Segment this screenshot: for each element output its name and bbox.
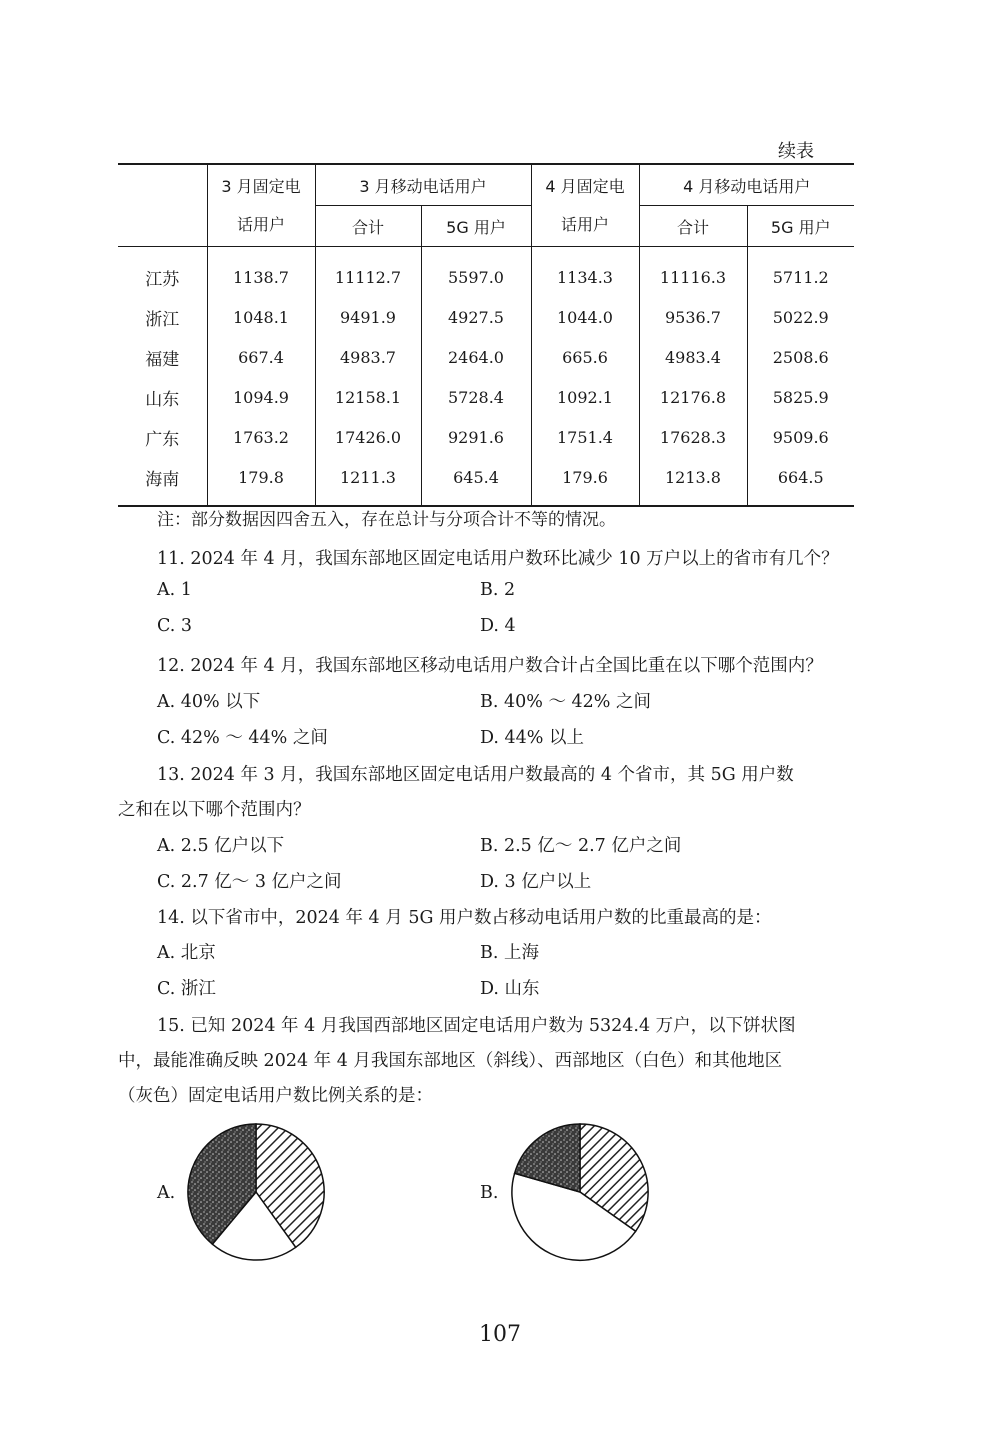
q14-option-d: D. 山东 [480,979,540,999]
page-number: 107 [479,1322,521,1347]
province-cell: 浙江 [145,309,180,330]
apr-fixed-cell: 179.6 [531,457,639,506]
apr-total-cell: 12176.8 [639,377,747,417]
mar-5g-cell: 2464.0 [421,337,531,377]
mar-fixed-cell: 1138.7 [207,247,315,298]
apr-fixed-cell: 1044.0 [531,297,639,337]
q14-option-c: C. 浙江 [157,979,216,999]
mar-total-cell: 12158.1 [315,377,421,417]
mar-5g-cell: 645.4 [421,457,531,506]
mar-total-cell: 1211.3 [315,457,421,506]
q11-option-c: C. 3 [157,616,193,636]
mar-fixed-cell: 1763.2 [207,417,315,457]
mar-total-cell: 17426.0 [315,417,421,457]
mar-fixed-header [207,164,315,247]
mar-fixed-cell: 1094.9 [207,377,315,417]
mar-total-header: 合计 [315,206,421,247]
question-11-text: 11. 2024 年 4 月，我国东部地区固定电话用户数环比减少 10 万户以上的省市有几个？ [157,549,839,569]
question-15-text-line2: 中，最能准确反映 2024 年 4 月我国东部地区（斜线）、西部地区（白色）和其他地区 [118,1051,783,1071]
q12-option-d: D. 44% 以上 [480,728,584,748]
q13-option-a: A. 2.5 亿户以下 [157,836,285,856]
apr-fixed-header [531,164,639,247]
q13-option-c: C. 2.7 亿～ 3 亿户之间 [157,872,342,892]
apr-total-cell: 11116.3 [639,247,747,298]
pie-chart-option-b [509,1121,651,1263]
q12-option-b: B. 40% ～ 42% 之间 [480,692,651,712]
apr-5g-cell: 5022.9 [747,297,854,337]
apr-fixed-cell: 1751.4 [531,417,639,457]
apr-5g-cell: 2508.6 [747,337,854,377]
province-cell: 海南 [118,457,207,506]
q14-option-a: A. 北京 [157,943,216,963]
mar-5g-cell: 5597.0 [421,247,531,298]
mar-5g-cell: 5728.4 [421,377,531,417]
q11-option-d: D. 4 [480,616,516,636]
apr-total-cell: 17628.3 [639,417,747,457]
q13-option-b: B. 2.5 亿～ 2.7 亿户之间 [480,836,682,856]
telecom-users-table [118,163,854,507]
apr-5g-header: 5G 用户 [747,206,854,247]
q14-option-b: B. 上海 [480,943,539,963]
mar-fixed-header-line2: 话用户 [236,214,285,234]
apr-total-cell: 4983.4 [639,337,747,377]
table-row [118,337,854,377]
mar-fixed-cell: 1048.1 [207,297,315,337]
province-header [118,164,207,247]
table-row [118,377,854,417]
mar-total-cell: 9491.9 [315,297,421,337]
mar-mobile-header: 3 月移动电话用户 [315,164,531,206]
q11-option-a: A. 1 [157,580,192,600]
mar-5g-header: 5G 用户 [421,206,531,247]
mar-fixed-cell: 179.8 [207,457,315,506]
apr-5g-cell: 664.5 [747,457,854,506]
apr-fixed-header-line1: 4 月固定电 [545,176,625,196]
mar-fixed-header-line1: 3 月固定电 [221,176,301,196]
question-15-text-line3: （灰色）固定电话用户数比例关系的是： [118,1086,433,1106]
apr-5g-cell: 9509.6 [747,417,854,457]
apr-fixed-cell: 1134.3 [531,247,639,298]
mar-total-cell: 4983.7 [315,337,421,377]
q12-option-c: C. 42% ～ 44% 之间 [157,728,328,748]
table-row [118,247,854,298]
apr-5g-cell: 5825.9 [747,377,854,417]
mar-5g-cell: 9291.6 [421,417,531,457]
continued-table-label: 续表 [778,141,814,162]
apr-total-cell: 1213.8 [639,457,747,506]
apr-mobile-header: 4 月移动电话用户 [639,164,854,206]
pie-option-a-label: A. [157,1183,176,1203]
table-row [118,417,854,457]
pie-option-b-label: B. [480,1183,499,1203]
q13-option-d: D. 3 亿户以上 [480,872,592,892]
question-15-text-line1: 15. 已知 2024 年 4 月我国西部地区固定电话用户数为 5324.4 万户，以下饼状图 [157,1016,796,1036]
mar-5g-cell: 4927.5 [421,297,531,337]
province-cell: 江苏 [145,269,180,290]
question-12-text: 12. 2024 年 4 月，我国东部地区移动电话用户数合计占全国比重在以下哪个范围内？ [157,656,823,676]
apr-total-header: 合计 [639,206,747,247]
apr-5g-cell: 5711.2 [747,247,854,298]
table-row [118,457,854,506]
question-13-text-line2: 之和在以下哪个范围内？ [118,800,311,820]
q11-option-b: B. 2 [480,580,516,600]
q12-option-a: A. 40% 以下 [157,692,261,712]
apr-fixed-header-line2: 话用户 [560,214,609,234]
apr-fixed-cell: 665.6 [531,337,639,377]
mar-fixed-cell: 667.4 [207,337,315,377]
question-14-text: 14. 以下省市中，2024 年 4 月 5G 用户数占移动电话用户数的比重最高的是： [157,908,772,928]
pie-chart-option-a [185,1121,327,1263]
mar-total-cell: 11112.7 [315,247,421,298]
apr-total-cell: 9536.7 [639,297,747,337]
table-note: 注：部分数据因四舍五入，存在总计与分项合计不等的情况。 [157,510,616,530]
province-cell: 福建 [145,349,180,370]
table-row [118,297,854,337]
apr-fixed-cell: 1092.1 [531,377,639,417]
province-cell: 山东 [145,389,180,410]
question-13-text-line1: 13. 2024 年 3 月，我国东部地区固定电话用户数最高的 4 个省市，其 5G 用户数 [157,765,794,785]
province-cell: 广东 [145,429,180,450]
